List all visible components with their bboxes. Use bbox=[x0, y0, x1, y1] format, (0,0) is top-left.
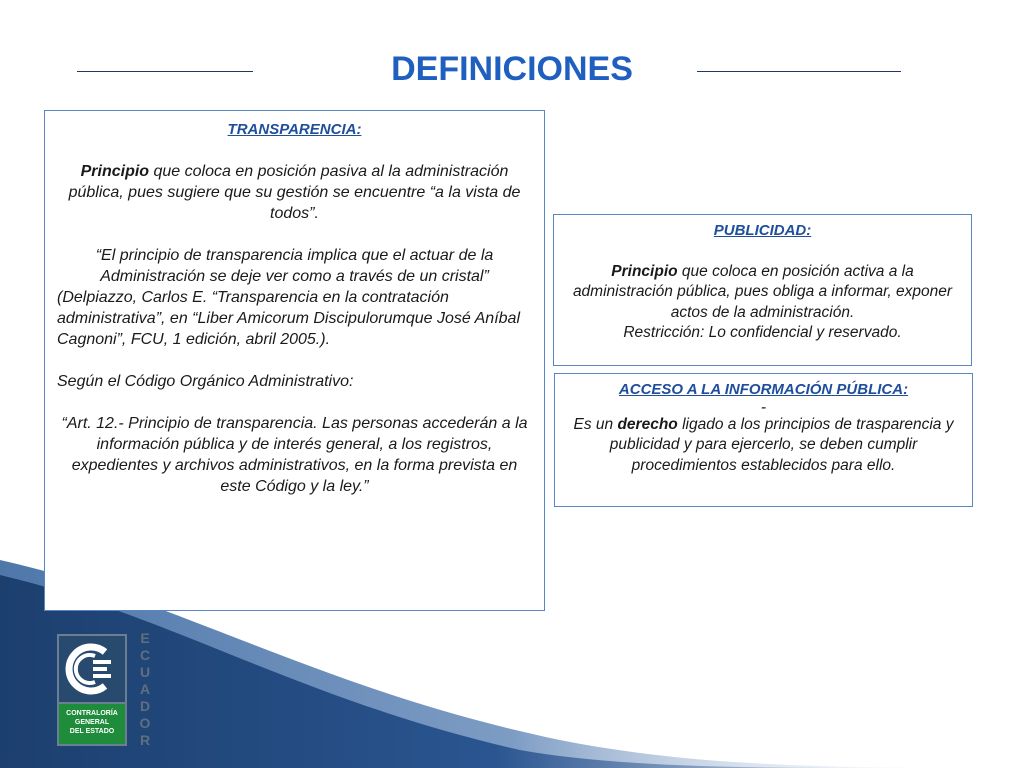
logo-line-2: GENERAL bbox=[74, 719, 110, 726]
transparencia-def-bold: Principio bbox=[80, 163, 150, 180]
ecuador-vertical-text bbox=[136, 630, 154, 749]
vertical-letter: R bbox=[139, 732, 151, 748]
transparencia-box bbox=[44, 110, 545, 611]
vertical-letter: U bbox=[139, 664, 151, 680]
contraloria-logo bbox=[57, 634, 127, 746]
transparencia-heading: TRANSPARENCIA: bbox=[227, 121, 362, 138]
acceso-dash: - bbox=[760, 398, 767, 416]
cge-emblem-icon bbox=[59, 636, 125, 702]
acceso-box bbox=[554, 373, 973, 507]
publicidad-def-text: que coloca en posición activa a la administración pública, pues obliga a informar, exponer actos de la administración. bbox=[572, 262, 953, 321]
acceso-heading: ACCESO A LA INFORMACIÓN PÚBLICA: bbox=[618, 381, 909, 398]
vertical-letter: O bbox=[139, 715, 151, 731]
acceso-def-pre: Es un bbox=[573, 415, 618, 433]
vertical-letter: D bbox=[139, 698, 151, 714]
publicidad-def-bold: Principio bbox=[611, 262, 678, 280]
transparencia-quote: “El principio de transparencia implica que el actuar de la Administración se deje ver como a través de un cristal” bbox=[95, 247, 494, 285]
vertical-letter: C bbox=[139, 647, 151, 663]
vertical-letter: E bbox=[140, 630, 150, 646]
publicidad-definition bbox=[564, 262, 961, 324]
acceso-def-bold: derecho bbox=[617, 415, 678, 433]
transparencia-definition bbox=[57, 161, 532, 224]
logo-line-3: DEL ESTADO bbox=[69, 728, 115, 735]
publicidad-heading: PUBLICIDAD: bbox=[713, 222, 812, 239]
transparencia-def-text: que coloca en posición pasiva al la administración pública, pues sugiere que su gestión se encuentre “a la vista de todos”. bbox=[68, 163, 521, 222]
logo-caption bbox=[57, 704, 127, 746]
vertical-letter: A bbox=[139, 681, 151, 697]
page-title: DEFINICIONES bbox=[391, 50, 633, 88]
acceso-def-text: ligado a los principios de trasparencia y publicidad y para ejercerlo, se deben cumplir procedimientos establecidos para ello. bbox=[609, 415, 954, 474]
publicidad-restriccion: Restricción: Lo confidencial y reservado. bbox=[623, 324, 902, 341]
logo-line-1: CONTRALORÍA bbox=[66, 710, 118, 717]
cge-emblem bbox=[57, 634, 127, 704]
publicidad-box bbox=[553, 214, 972, 366]
articulo-12: “Art. 12.- Principio de transparencia. Las personas accederán a la información pública y de interés general, a los registros, expedientes y archivos administrativos, en la forma prevista en este Código y la ley.” bbox=[61, 415, 528, 495]
acceso-definition bbox=[565, 415, 962, 477]
transparencia-citation: (Delpiazzo, Carlos E. “Transparencia en la contratación administrativa”, en “Liber Amicorum Discipulorumque José Aníbal Cagnoni”, FCU, 1 edición, abril 2005.). bbox=[57, 289, 520, 348]
codigo-intro: Según el Código Orgánico Administrativo: bbox=[57, 373, 354, 390]
